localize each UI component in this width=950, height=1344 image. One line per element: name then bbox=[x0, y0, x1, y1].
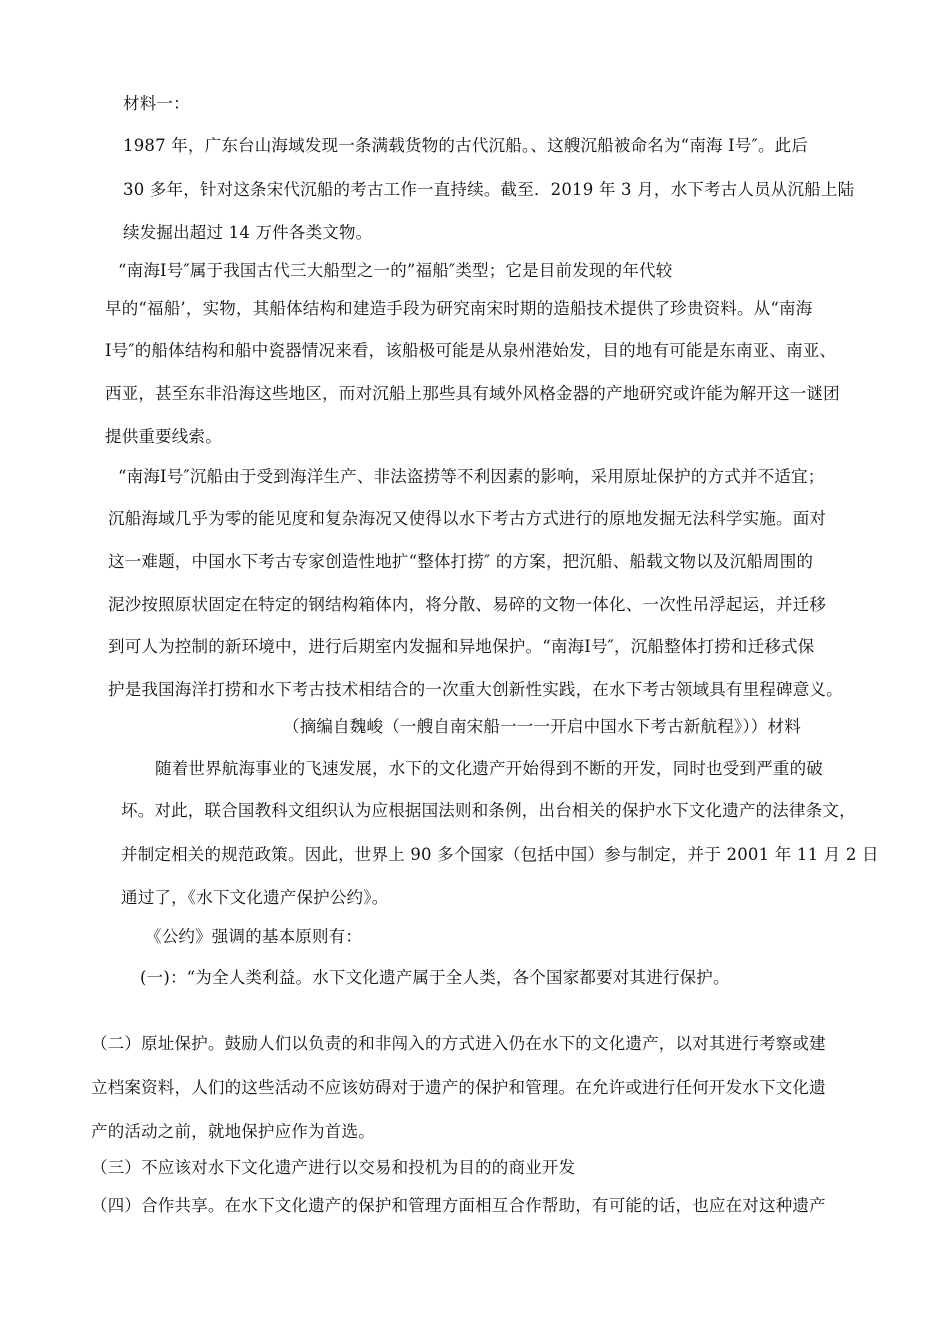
paragraph-line: 续发掘出超过 14 万件各类文物。 bbox=[123, 223, 373, 242]
paragraph-line: （四）合作共享。在水下文化遗产的保护和管理方面相互合作帮助，有可能的话，也应在对这种遗产 bbox=[91, 1196, 826, 1215]
principle-3: （三）不应该对水下文化遗产进行以交易和投机为目的的商业开发 bbox=[91, 1158, 576, 1177]
paragraph-line: 坏。对此，联合国教科文组织认为应根据国法则和条例，出台相关的保护水下文化遗产的法律条文， bbox=[121, 801, 856, 820]
paragraph-line: 产的活动之前，就地保护应作为首选。 bbox=[91, 1122, 375, 1141]
paragraph-line: 30 多年，针对这条宋代沉船的考古工作一直持续。截至．2019 年 3 月，水下考古人员从沉船上陆 bbox=[123, 180, 855, 199]
paragraph-line: 随着世界航海事业的飞速发展，水下的文化遗产开始得到不断的开发，同时也受到严重的破 bbox=[155, 759, 823, 778]
paragraph-line: 西亚，甚至东非沿海这些地区，而对沉船上那些具有域外风格金器的产地研究或许能为解开这一谜团 bbox=[105, 384, 840, 403]
paragraph-line: 并制定相关的规范政策。因此，世界上 90 多个国家（包括中国）参与制定，并于 2001 年 11 月 2 日 bbox=[121, 845, 879, 864]
principle-1: (一)：“为全人类利益。水下文化遗产属于全人类，各个国家都要对其进行保护。 bbox=[140, 968, 730, 987]
paragraph-line: 护是我国海洋打捞和水下考古技术相结合的一次重大创新性实践，在水下考古领域具有里程碑意义。 bbox=[108, 680, 843, 699]
paragraph-line: 这一难题，中国水下考古专家创造性地扩“整体打捞″ 的方案，把沉船、船载文物以及沉船周围的 bbox=[108, 552, 814, 571]
paragraph-line: Ⅰ号″的船体结构和船中瓷器情况来看，该船极可能是从泉州港始发，目的地有可能是东南亚、南亚、 bbox=[105, 341, 837, 360]
paragraph-line: 1987 年，广东台山海域发现一条满载货物的古代沉船。、这艘沉船被命名为“南海 Ⅰ号″。此后 bbox=[123, 136, 809, 155]
paragraph-line: 到可人为控制的新环境中，进行后期室内发掘和异地保护。“南海Ⅰ号″，沉船整体打捞和迁移式保 bbox=[108, 637, 815, 656]
paragraph-line: “南海Ⅰ号″沉船由于受到海洋生产、非法盗捞等不利因素的影响，采用原址保护的方式并不适宜； bbox=[118, 467, 825, 486]
paragraph-line: “南海Ⅰ号″属于我国古代三大船型之一的”福船″类型；它是目前发现的年代较 bbox=[118, 261, 673, 280]
paragraph-line: 早的“福船’，实物，其船体结构和建造手段为研究南宋时期的造船技术提供了珍贵资料。从“南海 bbox=[105, 299, 813, 318]
paragraph-line: 泥沙按照原状固定在特定的钢结构箱体内，将分散、易碎的文物一体化、一次性吊浮起运，并迁移 bbox=[108, 595, 827, 614]
paragraph-line: 立档案资料，人们的这些活动不应该妨碍对于遗产的保护和管理。在允许或进行任何开发水下文化遗 bbox=[91, 1078, 826, 1097]
paragraph-line: （二）原址保护。鼓励人们以负责的和非闯入的方式进入仍在水下的文化遗产，以对其进行考察或建 bbox=[91, 1034, 826, 1053]
paragraph-line: 通过了，《水下文化遗产保护公约》。 bbox=[121, 888, 389, 907]
source-citation: （摘编自魏峻（一艘自南宋船一一一开启中国水下考古新航程》））材料 bbox=[283, 717, 801, 736]
principles-intro: 《公约》强调的基本原则有： bbox=[145, 927, 363, 946]
material-heading: 材料一： bbox=[123, 94, 190, 113]
paragraph-line: 沉船海域几乎为零的能见度和复杂海况又使得以水下考古方式进行的原地发掘无法科学实施。面对 bbox=[108, 509, 827, 528]
paragraph-line: 提供重要线索。 bbox=[105, 427, 222, 446]
